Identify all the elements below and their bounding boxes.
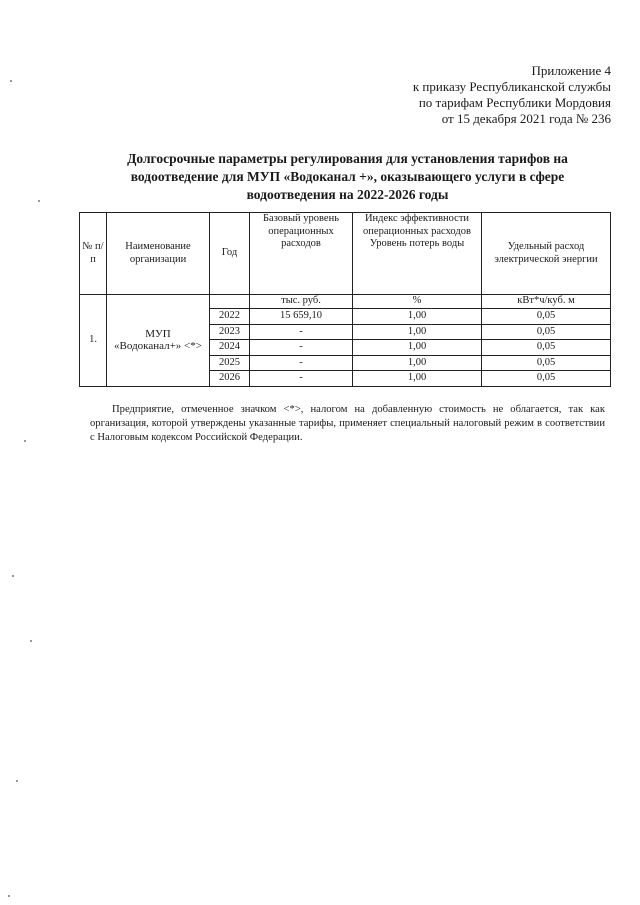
cell-index: 1,00 [353, 324, 482, 340]
cell-base: - [250, 340, 353, 356]
cell-base: - [250, 324, 353, 340]
cell-energy: 0,05 [482, 355, 611, 371]
cell-energy: 0,05 [482, 324, 611, 340]
annex-line-3: по тарифам Республики Мордовия [418, 95, 611, 110]
unit-index: % [353, 295, 482, 309]
header-base-level [250, 213, 353, 295]
scan-speck [24, 440, 26, 442]
header-water-loss-text: Уровень потерь воды [369, 238, 465, 249]
annex-header [413, 63, 611, 127]
unit-base: тыс. руб. [250, 295, 353, 309]
cell-org-name [107, 295, 210, 387]
scan-speck [8, 895, 10, 897]
title-line-2: водоотведение для МУП «Водоканал +», оказывающего услуги в сфере [130, 169, 565, 184]
header-energy-consumption: Удельный расход электрической энергии [482, 213, 611, 295]
scan-speck [12, 575, 14, 577]
scan-speck [30, 640, 32, 642]
header-base-level-text: Базовый уровень операционных расходов [263, 213, 339, 249]
annex-line-2: к приказу Республиканской службы [412, 79, 611, 94]
cell-org-num: 1. [80, 295, 107, 387]
regulation-parameters-table [79, 212, 611, 387]
cell-year: 2024 [210, 340, 250, 356]
org-name-line-2: «Водоканал+» <*> [114, 340, 202, 353]
cell-base: 15 659,10 [250, 309, 353, 325]
header-efficiency-index [353, 213, 482, 295]
title-line-3: водоотведения на 2022-2026 годы [246, 187, 449, 202]
scan-speck [10, 80, 12, 82]
cell-index: 1,00 [353, 355, 482, 371]
cell-index: 1,00 [353, 309, 482, 325]
document-title [90, 150, 605, 204]
cell-year: 2026 [210, 371, 250, 387]
title-line-1: Долгосрочные параметры регулирования для установления тарифов на [127, 151, 568, 166]
scan-speck [16, 780, 18, 782]
org-name-line-1: МУП [145, 327, 171, 340]
cell-base: - [250, 371, 353, 387]
cell-energy: 0,05 [482, 309, 611, 325]
cell-index: 1,00 [353, 371, 482, 387]
tax-note-paragraph: Предприятие, отмеченное значком <*>, налогом на добавленную стоимость не облагается, так как организация, которой утверждены указанные тарифы, применяет специальный налоговый режим в соответствии с Налоговым кодексом Российской Федерации. [90, 404, 605, 443]
cell-energy: 0,05 [482, 340, 611, 356]
header-name: Наименование организации [107, 213, 210, 295]
cell-year: 2023 [210, 324, 250, 340]
cell-year: 2022 [210, 309, 250, 325]
cell-index: 1,00 [353, 340, 482, 356]
table-units-row [80, 295, 611, 309]
annex-line-4: от 15 декабря 2021 года № 236 [441, 111, 611, 126]
header-year: Год [210, 213, 250, 295]
table-header-row [80, 213, 611, 295]
unit-energy: кВт*ч/куб. м [482, 295, 611, 309]
header-efficiency-index-text: Индекс эффективности операционных расходов [363, 213, 471, 237]
cell-base: - [250, 355, 353, 371]
scan-speck [38, 200, 40, 202]
unit-year-empty [210, 295, 250, 309]
annex-line-1: Приложение 4 [531, 63, 611, 78]
cell-year: 2025 [210, 355, 250, 371]
header-num: № п/п [80, 213, 107, 295]
cell-energy: 0,05 [482, 371, 611, 387]
